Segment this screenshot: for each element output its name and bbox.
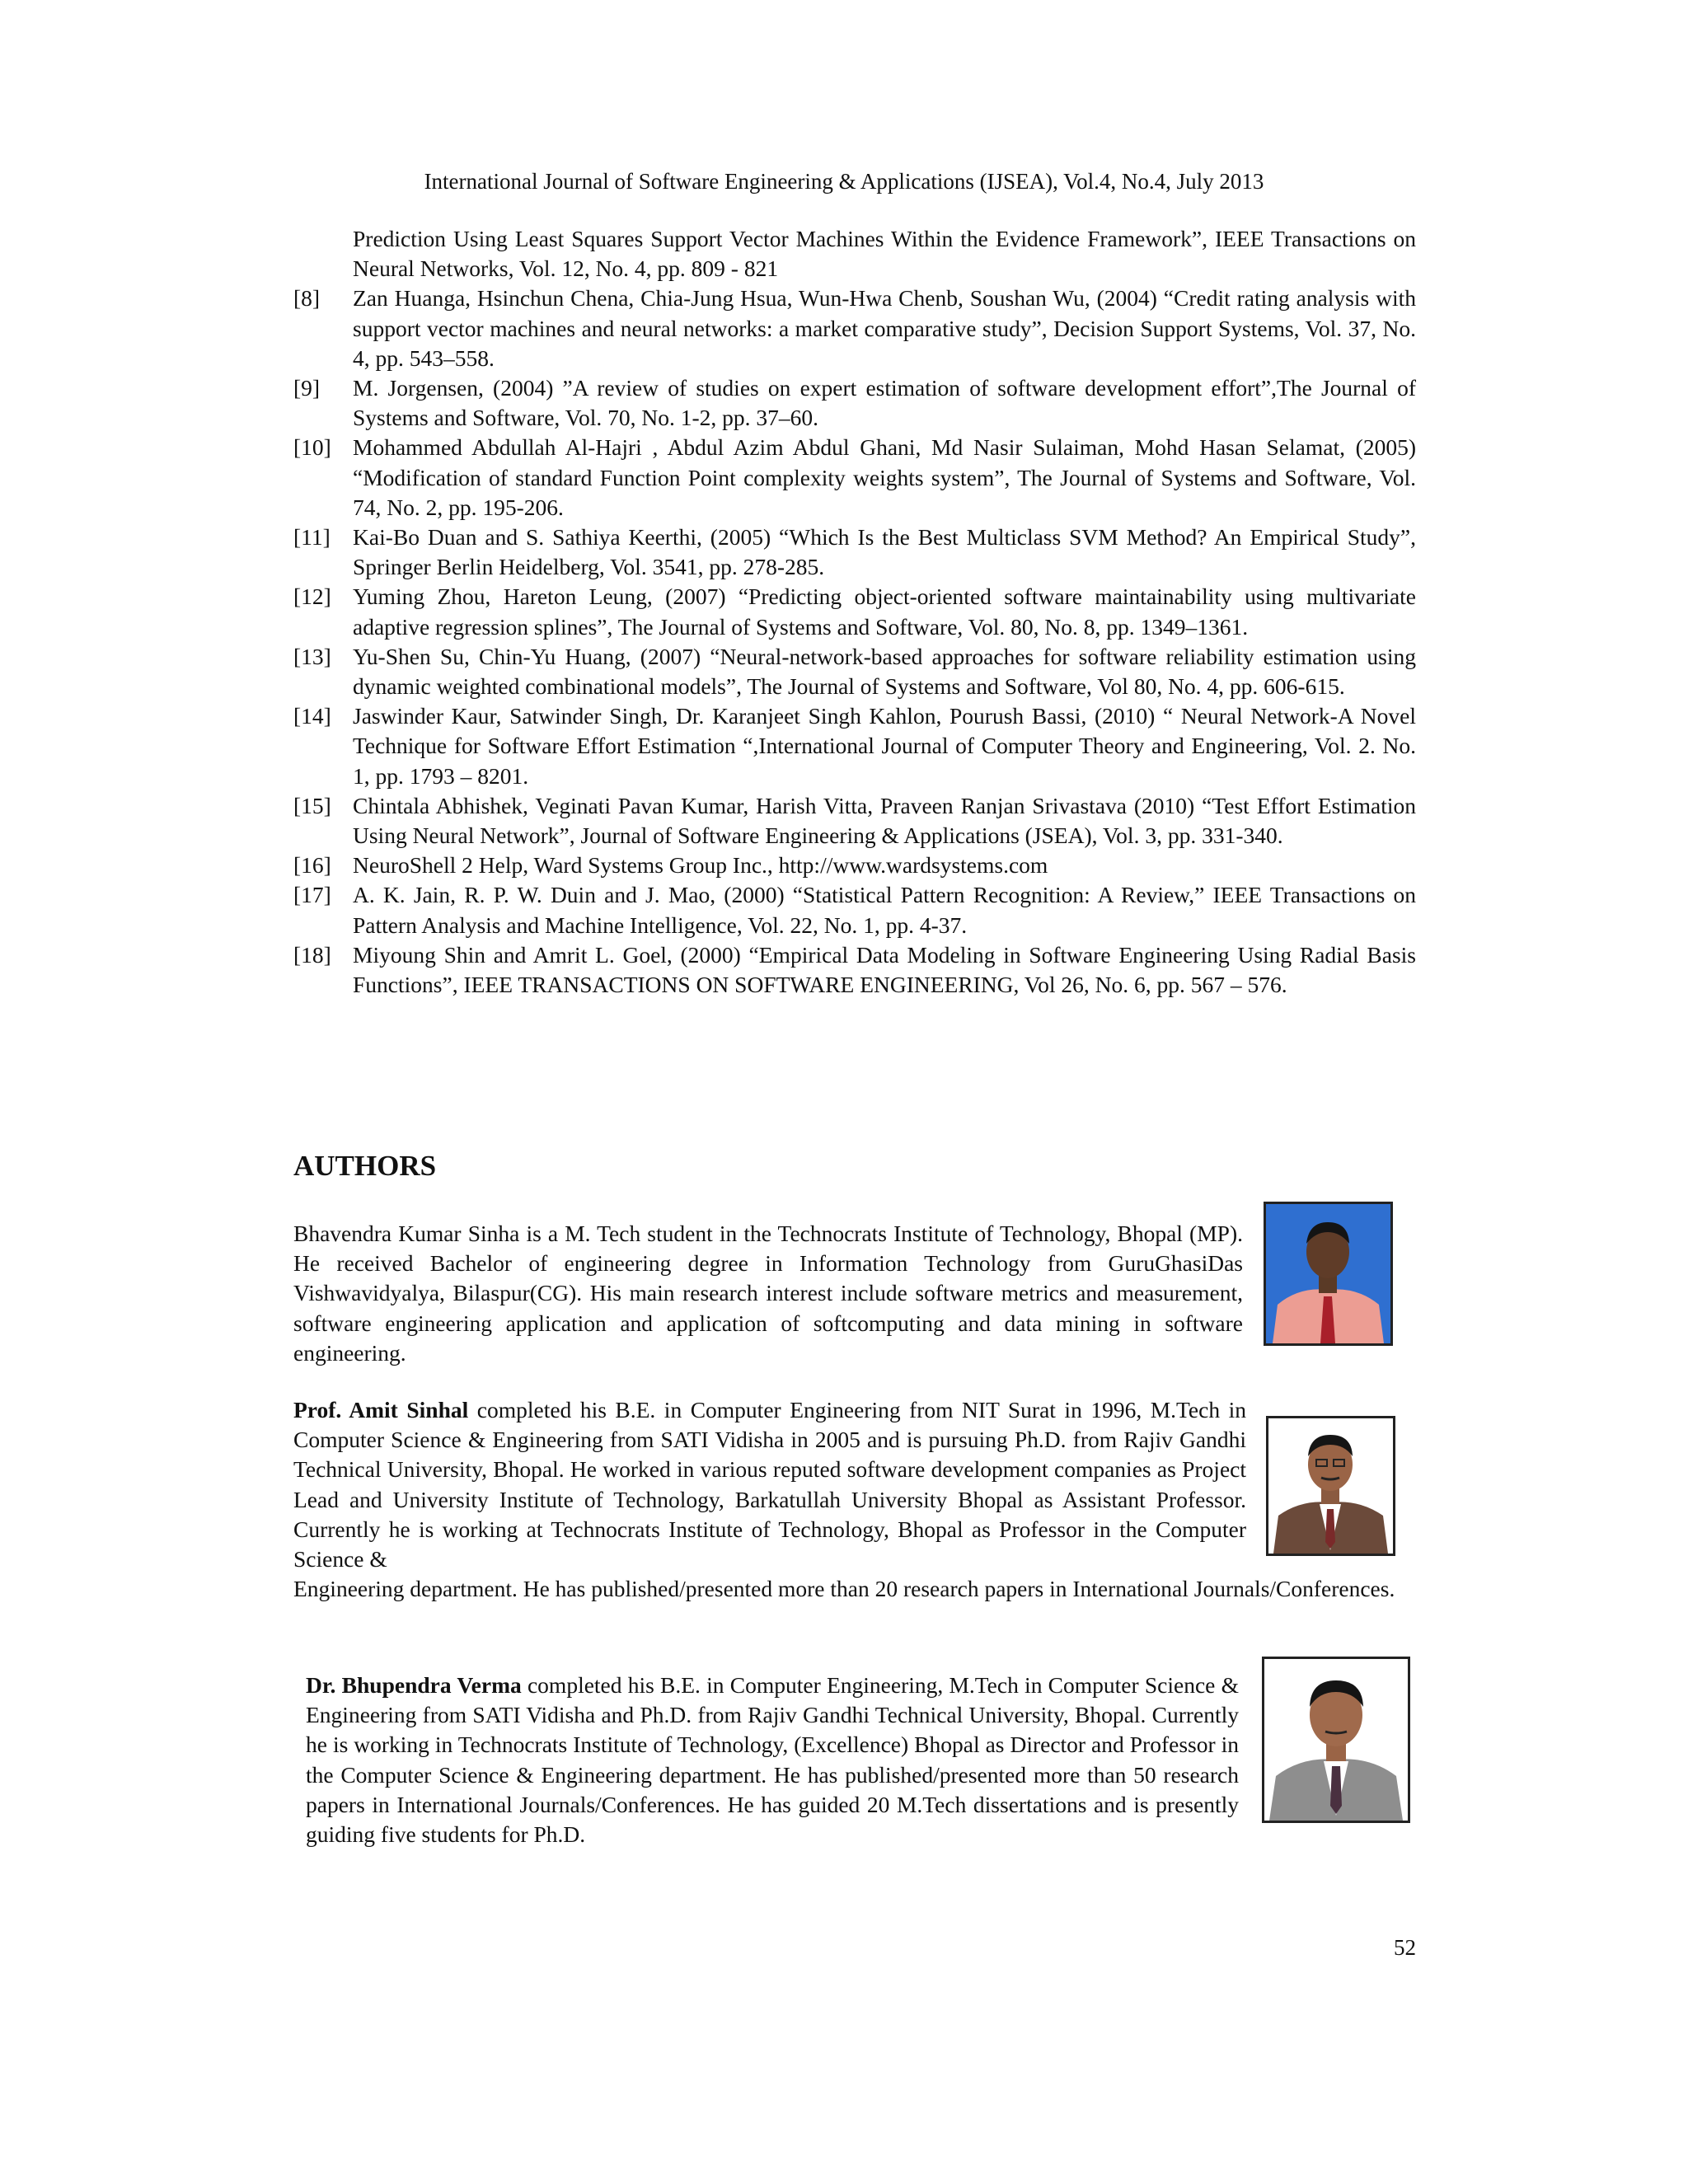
author-bio-2: [293, 1395, 1246, 1574]
reference-number: [11]: [293, 524, 331, 551]
reference-item: [293, 433, 1416, 523]
reference-item: [293, 940, 1416, 1000]
page-number: 52: [1394, 1935, 1416, 1960]
reference-item: [293, 284, 1416, 373]
reference-text: Zan Huanga, Hsinchun Chena, Chia-Jung Hsua, Wun-Hwa Chenb, Soushan Wu, (2004) “Credit rating analysis with support vector machines and neural networks: a market comparative study”, Decision Support Systems, Vol. 37, No. 4, pp. 543–558.: [353, 285, 1416, 371]
author-photo-2: [1266, 1416, 1395, 1556]
reference-text: Jaswinder Kaur, Satwinder Singh, Dr. Karanjeet Singh Kahlon, Pourush Bassi, (2010) “ Neural Network-A Novel Technique for Software Effort Estimation “,International Journal of Computer Theory and Engineering, Vol. 2. No. 1, pp. 1793 – 8201.: [353, 703, 1416, 789]
author-photo-2-image: [1268, 1418, 1393, 1554]
author-photo-1-image: [1266, 1204, 1390, 1343]
reference-item: [293, 880, 1416, 940]
reference-text: A. K. Jain, R. P. W. Duin and J. Mao, (2000) “Statistical Pattern Recognition: A Review,” IEEE Transactions on Pattern Analysis and Machine Intelligence, Vol. 22, No. 1, pp. 4-37.: [353, 882, 1416, 938]
author-bio-3: [306, 1671, 1239, 1849]
reference-number: [17]: [293, 882, 331, 908]
reference-item: [293, 523, 1416, 582]
authors-heading: AUTHORS: [293, 1150, 437, 1182]
reference-text: NeuroShell 2 Help, Ward Systems Group Inc., http://www.wardsystems.com: [353, 852, 1048, 879]
reference-text: Chintala Abhishek, Veginati Pavan Kumar, Harish Vitta, Praveen Ranjan Srivastava (2010) “Test Effort Estimation Using Neural Network”, Journal of Software Engineering & Applications (JSEA), Vol. 3, pp. 331-340.: [353, 792, 1416, 849]
reference-item: [293, 791, 1416, 851]
reference-text: Miyoung Shin and Amrit L. Goel, (2000) “Empirical Data Modeling in Software Engineering Using Radial Basis Functions”, IEEE TRANSACTIONS ON SOFTWARE ENGINEERING, Vol 26, No. 6, pp. 567 – 576.: [353, 941, 1416, 998]
reference-text: Kai-Bo Duan and S. Sathiya Keerthi, (2005) “Which Is the Best Multiclass SVM Method? An Empirical Study”, Springer Berlin Heidelberg, Vol. 3541, pp. 278-285.: [353, 524, 1416, 580]
author-photo-3-image: [1264, 1659, 1408, 1821]
reference-item: [293, 701, 1416, 791]
reference-number: [12]: [293, 583, 331, 610]
reference-number: [15]: [293, 792, 331, 818]
author-bio-text: completed his B.E. in Computer Engineering from NIT Surat in 1996, M.Tech in Computer Science & Engineering from SATI Vidisha in 2005 and is pursuing Ph.D. from Rajiv Gandhi Technical University, Bhopal. He worked in various reputed software development companies as Project Lead and University Institute of Technology, Barkatullah University Bhopal as Assistant Professor. Currently he is working at Technocrats Institute of Technology, Bhopal as Professor in the Computer Science &: [293, 1397, 1246, 1572]
reference-item: [293, 224, 1416, 284]
reference-list: [293, 224, 1416, 1000]
reference-text: Yuming Zhou, Hareton Leung, (2007) “Predicting object-oriented software maintainability using multivariate adaptive regression splines”, The Journal of Systems and Software, Vol. 80, No. 8, pp. 1349–1361.: [353, 583, 1416, 640]
author-name: Dr. Bhupendra Verma: [306, 1672, 522, 1698]
running-head: International Journal of Software Engineering & Applications (IJSEA), Vol.4, No.4, July 2013: [424, 169, 1264, 194]
reference-number: [18]: [293, 941, 331, 968]
reference-number: [14]: [293, 703, 331, 729]
reference-number: [13]: [293, 643, 331, 669]
reference-item: [293, 582, 1416, 641]
reference-item: [293, 373, 1416, 433]
reference-item: [293, 851, 1416, 880]
author-photo-1: [1264, 1202, 1393, 1346]
author-bio-text: completed his B.E. in Computer Engineering, M.Tech in Computer Science & Engineering from SATI Vidisha and Ph.D. from Rajiv Gandhi Technical University, Bhopal. Currently he is working in Technocrats Institute of Technology, (Excellence) Bhopal as Director and Professor in the Computer Science & Engineering department. He has published/presented more than 50 research papers in International Journals/Conferences. He has guided 20 M.Tech dissertations and is presently guiding five students for Ph.D.: [306, 1672, 1239, 1848]
author-bio-text: Engineering department. He has published/presented more than 20 research papers in International Journals/Conferences.: [293, 1576, 1395, 1601]
reference-number: [9]: [293, 375, 321, 401]
reference-text: Prediction Using Least Squares Support Vector Machines Within the Evidence Framework”, IEEE Transactions on Neural Networks, Vol. 12, No. 4, pp. 809 - 821: [353, 226, 1416, 282]
author-bio-text: Bhavendra Kumar Sinha is a M. Tech student in the Technocrats Institute of Technology, Bhopal (MP). He received Bachelor of engineering degree in Information Technology from GuruGhasiDas Vishwavidyalya, Bilaspur(CG). His main research interest include software metrics and measurement, software engineering application and application of softcomputing and data mining in software engineering.: [293, 1221, 1243, 1366]
author-bio-2-continued: [293, 1574, 1416, 1604]
reference-number: [293, 224, 353, 284]
reference-number: [8]: [293, 285, 321, 312]
reference-item: [293, 642, 1416, 701]
reference-text: M. Jorgensen, (2004) ”A review of studies on expert estimation of software development effort”,The Journal of Systems and Software, Vol. 70, No. 1-2, pp. 37–60.: [353, 375, 1416, 431]
reference-number: [16]: [293, 852, 331, 879]
reference-text: Yu-Shen Su, Chin-Yu Huang, (2007) “Neural-network-based approaches for software reliability estimation using dynamic weighted combinational models”, The Journal of Systems and Software, Vol 80, No. 4, pp. 606-615.: [353, 643, 1416, 700]
author-bio-1: [293, 1219, 1243, 1368]
reference-text: Mohammed Abdullah Al-Hajri , Abdul Azim Abdul Ghani, Md Nasir Sulaiman, Mohd Hasan Selamat, (2005) “Modification of standard Function Point complexity weights system”, The Journal of Systems and Software, Vol. 74, No. 2, pp. 195-206.: [353, 434, 1416, 520]
reference-number: [10]: [293, 434, 331, 461]
author-name: Prof. Amit Sinhal: [293, 1397, 469, 1422]
author-photo-3: [1262, 1657, 1410, 1823]
